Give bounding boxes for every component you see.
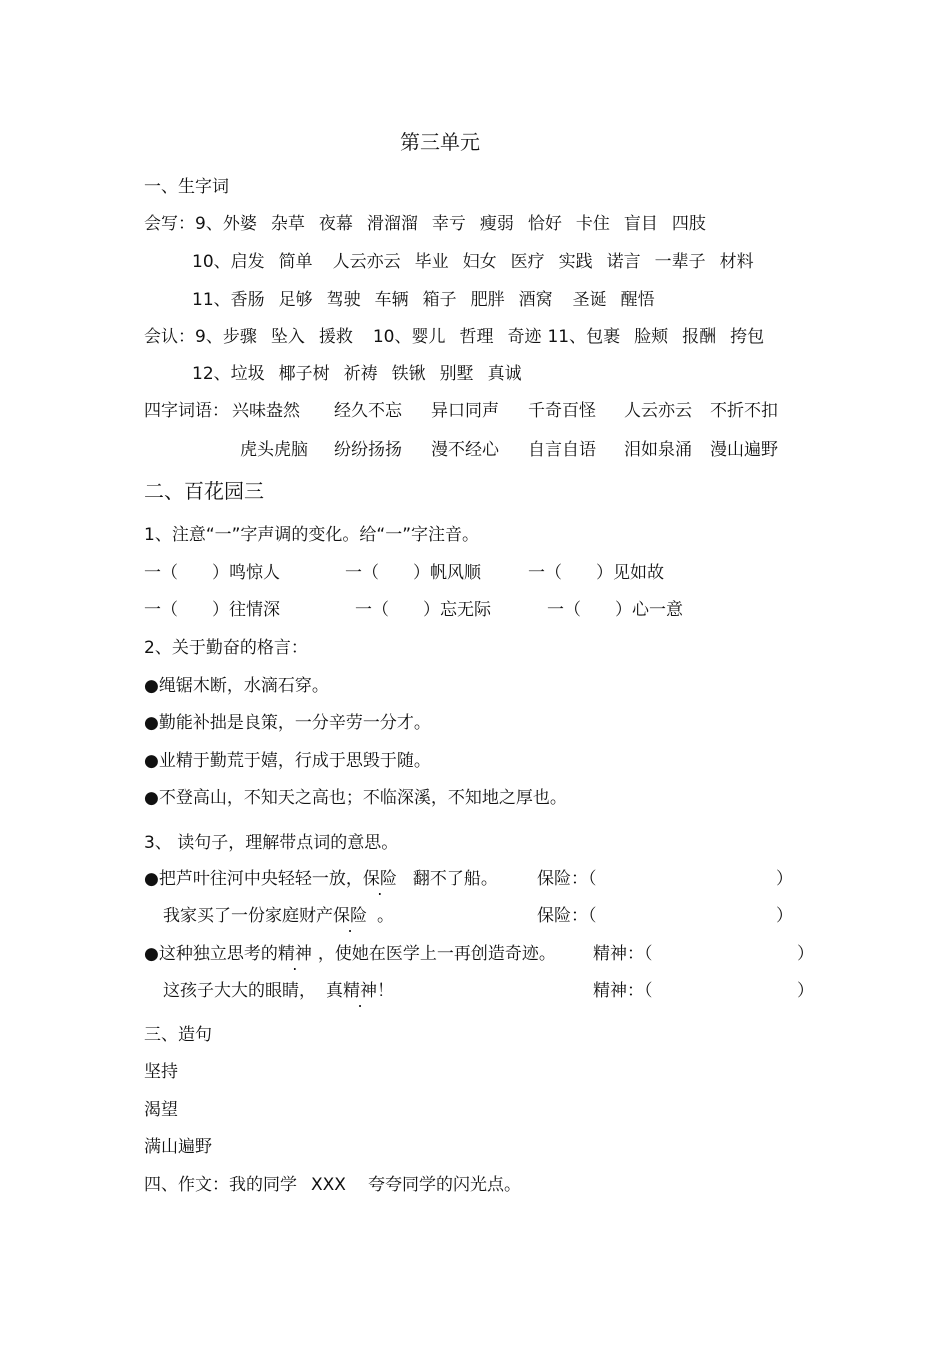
word: 箱子 (422, 290, 457, 310)
sizi-word: 人云亦云 (624, 401, 692, 421)
word: 卡住 (575, 214, 610, 234)
sizi-word: 虎头虎脑 (240, 440, 308, 460)
huixie-row-9 (144, 213, 720, 235)
word: 简单 (278, 252, 313, 272)
word: 足够 (278, 290, 313, 310)
word: 诺言 (606, 252, 641, 272)
word: 圣诞 (572, 290, 607, 310)
word: 滑溜溜 (366, 214, 418, 234)
word: 祈祷 (343, 364, 378, 384)
composition-tail: 夸夸同学的闪光点。 (367, 1175, 521, 1195)
word: 一辈子 (654, 252, 706, 272)
sizi-word: 纷纷扬扬 (334, 440, 402, 460)
sizi-word: 千奇百怪 (528, 401, 596, 421)
row-num: 11、 (192, 290, 231, 310)
word: 妇女 (462, 252, 497, 272)
word: 援救 (318, 327, 353, 347)
composition-placeholder: XXX (311, 1175, 346, 1195)
zaoju-item: 渴望 (144, 1100, 178, 1120)
meaning-label: 保险：（ (537, 869, 597, 889)
page-title: 第三单元 (400, 130, 480, 154)
word: 椰子树 (278, 364, 330, 384)
word: 哲理 (459, 327, 494, 347)
sentence-text: 这孩子大大的眼睛， (163, 981, 316, 1001)
word: 11、包裹 (547, 327, 621, 347)
motto: ●业精于勤荒于嬉，行成于思毁于随。 (144, 751, 431, 771)
motto: ●勤能补拙是良策，一分辛劳一分才。 (144, 713, 431, 733)
word: 实践 (558, 252, 593, 272)
yi-item: 一（ ）心一意 (547, 600, 683, 620)
meaning-label: 精神：（ (593, 981, 653, 1001)
sizi-word: 经久不忘 (334, 401, 402, 421)
sizi-word: 漫山遍野 (710, 440, 778, 460)
composition-title: 四、作文：我的同学 (144, 1175, 297, 1195)
word: 盲目 (623, 214, 658, 234)
yi-item: 一（ ）见如故 (528, 563, 664, 583)
huixie-label: 会写： (144, 214, 195, 234)
section-4-heading (144, 1174, 521, 1196)
huiren-row-2 (192, 363, 536, 385)
word: 车辆 (374, 290, 409, 310)
word: 材料 (719, 252, 754, 272)
sentence-jingshen-2 (163, 980, 394, 1002)
sentence-text: 翻不了船。 (412, 869, 498, 889)
meaning-close: ） (797, 944, 814, 964)
question-2: 2、关于勤奋的格言： (144, 638, 308, 658)
sentence-jingshen-1 (144, 943, 556, 965)
dotted-word: 保险 (362, 869, 397, 889)
word: 恰好 (527, 214, 562, 234)
word: 脸颊 (634, 327, 669, 347)
zaoju-item: 满山遍野 (144, 1137, 212, 1157)
word: 杂草 (270, 214, 305, 234)
dotted-word: 精神 (277, 944, 312, 964)
word: 铁锹 (391, 364, 426, 384)
sizi-word: 自言自语 (528, 440, 596, 460)
word: 毕业 (414, 252, 449, 272)
meaning-close: ） (776, 906, 793, 926)
sizi-word: 不折不扣 (710, 401, 778, 421)
word: 医疗 (510, 252, 545, 272)
word: 启发 (230, 252, 265, 272)
row-num: 12、 (192, 364, 231, 384)
word: 四肢 (671, 214, 706, 234)
word: 10、婴儿 (372, 327, 446, 347)
sentence-text: ●这种独立思考的 (144, 944, 278, 964)
huixie-row-11 (192, 289, 669, 311)
row-num: 9、 (195, 214, 223, 234)
yi-item: 一（ ）帆风顺 (345, 563, 481, 583)
word: 报酬 (682, 327, 717, 347)
sentence-text: ！ (377, 981, 394, 1001)
sizi-word: 漫不经心 (431, 440, 499, 460)
meaning-label: 精神：（ (593, 944, 653, 964)
huiren-row-1 (144, 326, 778, 348)
word: 真诚 (487, 364, 522, 384)
question-3: 3、 读句子，理解带点词的意思。 (144, 833, 399, 853)
question-1: 1、注意“一”字声调的变化。给“一”字注音。 (144, 525, 480, 545)
word: 坠入 (270, 327, 305, 347)
word: 夜幕 (318, 214, 353, 234)
yi-item: 一（ ）忘无际 (355, 600, 491, 620)
dotted-word: 保险 (333, 906, 367, 926)
motto: ●绳锯木断，水滴石穿。 (144, 676, 329, 696)
sizi-word: 泪如泉涌 (624, 440, 692, 460)
meaning-close: ） (776, 869, 793, 889)
sentence-text: ，使她在医学上一再创造奇迹。 (317, 944, 556, 964)
sizi-word: 异口同声 (431, 401, 499, 421)
sentence-baoxian-1 (144, 868, 498, 890)
sizi-label: 四字词语： (144, 401, 229, 421)
word: 肥胖 (470, 290, 505, 310)
word: 奇迹 (507, 327, 542, 347)
sentence-text: 我家买了一份家庭财产 (163, 906, 333, 926)
dotted-word: 精神 (343, 981, 377, 1001)
huixie-row-10 (192, 251, 768, 273)
word: 垃圾 (230, 364, 265, 384)
sentence-baoxian-2 (163, 905, 394, 927)
sentence-text: 真 (326, 981, 343, 1001)
section-2-heading: 二、百花园三 (144, 479, 264, 503)
word: 香肠 (230, 290, 265, 310)
word: 驾驶 (326, 290, 361, 310)
word: 9、步骤 (195, 327, 257, 347)
huiren-label: 会认： (144, 327, 195, 347)
word: 别墅 (439, 364, 474, 384)
section-3-heading: 三、造句 (144, 1025, 212, 1045)
sizi-word: 兴味盎然 (232, 401, 300, 421)
word: 酒窝 (518, 290, 553, 310)
word: 瘦弱 (479, 214, 514, 234)
word: 醒悟 (620, 290, 655, 310)
meaning-close: ） (797, 981, 814, 1001)
word: 人云亦云 (332, 252, 401, 272)
row-num: 10、 (192, 252, 231, 272)
yi-item: 一（ ）鸣惊人 (144, 563, 280, 583)
word: 幸亏 (431, 214, 466, 234)
word: 挎包 (730, 327, 765, 347)
meaning-label: 保险：（ (537, 906, 597, 926)
zaoju-item: 坚持 (144, 1062, 178, 1082)
section-1-heading: 一、生字词 (144, 177, 229, 197)
word: 外婆 (222, 214, 257, 234)
yi-item: 一（ ）往情深 (144, 600, 280, 620)
sentence-text: 。 (377, 906, 394, 926)
motto: ●不登高山，不知天之高也；不临深溪，不知地之厚也。 (144, 788, 567, 808)
sentence-text: ●把芦叶往河中央轻轻一放， (144, 869, 363, 889)
